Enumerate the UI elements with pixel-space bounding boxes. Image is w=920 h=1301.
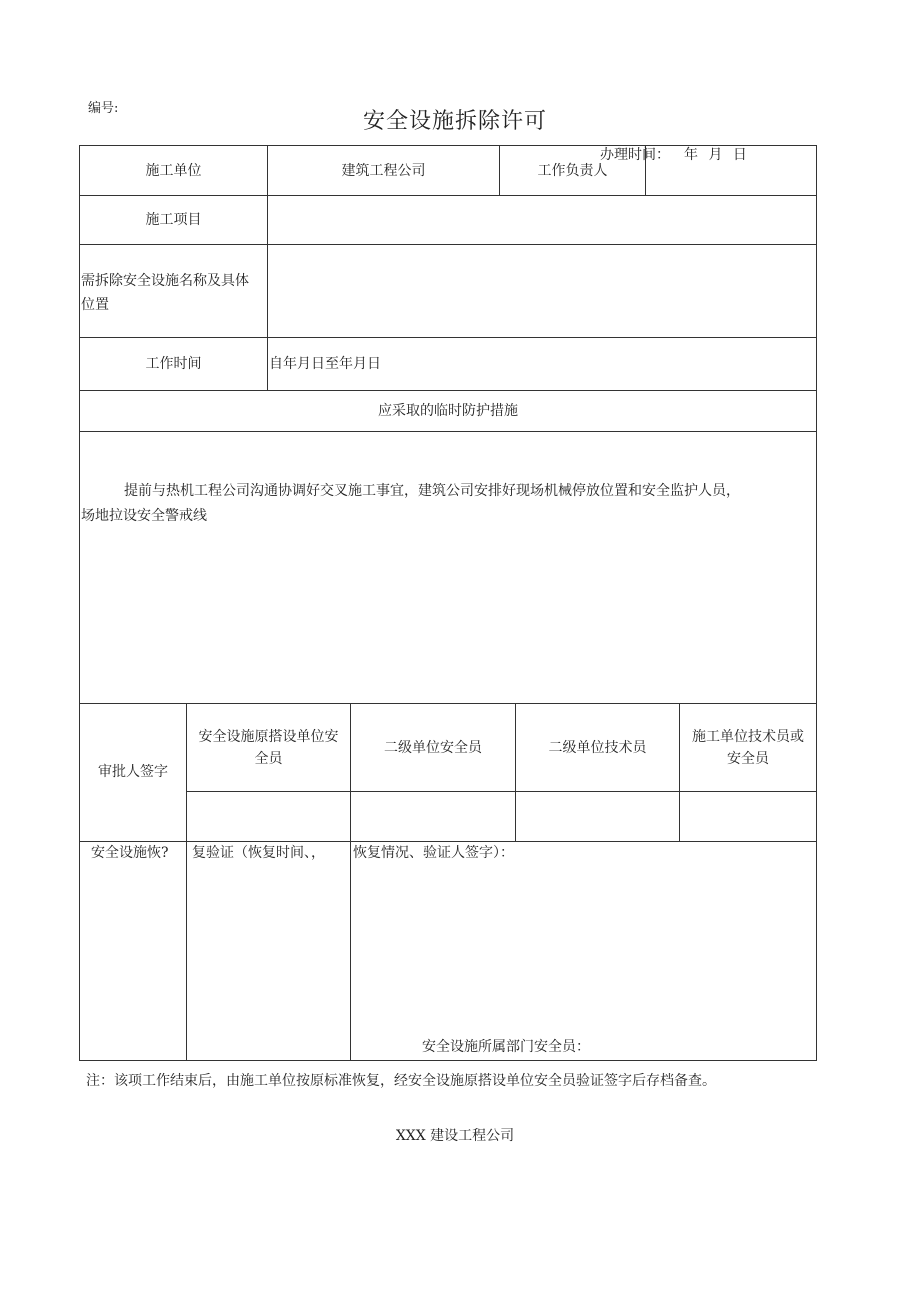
project-label: 施工项目	[145, 212, 202, 228]
construction-unit-value: 建筑工程公司	[341, 162, 426, 179]
approval-col-1-line1: 安全设施原搭设单位安	[198, 728, 339, 745]
measures-text-line2: 场地拉设安全警戒线	[81, 508, 207, 524]
approval-col-4-line1: 施工单位技术员或	[692, 728, 804, 745]
measures-text-line1: 提前与热机工程公司沟通协调好交叉施工事宜，建筑公司安排好现场机械停放位置和安全监护人员，	[124, 483, 740, 499]
work-leader-value[interactable]	[646, 146, 816, 195]
signature-field-4[interactable]	[680, 792, 816, 841]
handle-time-label: 办理时间：	[600, 147, 670, 163]
restore-label: 安全设施恢?	[91, 845, 169, 861]
construction-unit-label: 施工单位	[145, 162, 202, 179]
work-time-value: 自年月日至年月日	[269, 356, 381, 372]
approval-col-2-line1: 二级单位安全员	[384, 739, 482, 756]
restore-status-text: 恢复情况、验证人签字）：	[353, 845, 514, 861]
signature-field-3[interactable]	[516, 792, 679, 841]
approval-col-1	[187, 704, 350, 791]
restore-verify-text: 复验证（恢复时间、，	[192, 845, 325, 861]
approval-col-2	[351, 704, 515, 791]
approval-col-3-line1: 二级单位技术员	[548, 739, 647, 756]
approval-col-3	[516, 704, 679, 791]
approval-col-1-line2: 全员	[254, 750, 283, 767]
serial-number-label: 编号:	[88, 101, 119, 116]
handle-time-date: 年 月 日	[684, 147, 747, 163]
approval-col-4-line2: 安全员	[727, 750, 769, 767]
approval-col-4	[680, 704, 816, 791]
dept-safety-officer-label: 安全设施所属部门安全员：	[422, 1039, 590, 1055]
facility-value[interactable]	[268, 245, 816, 337]
facility-label-line2: 位置	[81, 297, 109, 313]
signature-field-2[interactable]	[351, 792, 515, 841]
company-name: XXX 建设工程公司	[395, 1128, 515, 1144]
page-title: 安全设施拆除许可	[362, 109, 547, 134]
signature-field-1[interactable]	[187, 792, 350, 841]
facility-label-line1: 需拆除安全设施名称及具体	[81, 273, 249, 289]
approval-label: 审批人签字	[98, 764, 168, 780]
footer-note: 注：该项工作结束后，由施工单位按原标准恢复，经安全设施原搭设单位安全员验证签字后存档备查。	[86, 1073, 716, 1089]
work-leader-label: 工作负责人	[537, 162, 608, 179]
measures-header: 应采取的临时防护措施	[378, 403, 518, 419]
project-value[interactable]	[268, 196, 816, 244]
work-time-label: 工作时间	[145, 356, 202, 372]
